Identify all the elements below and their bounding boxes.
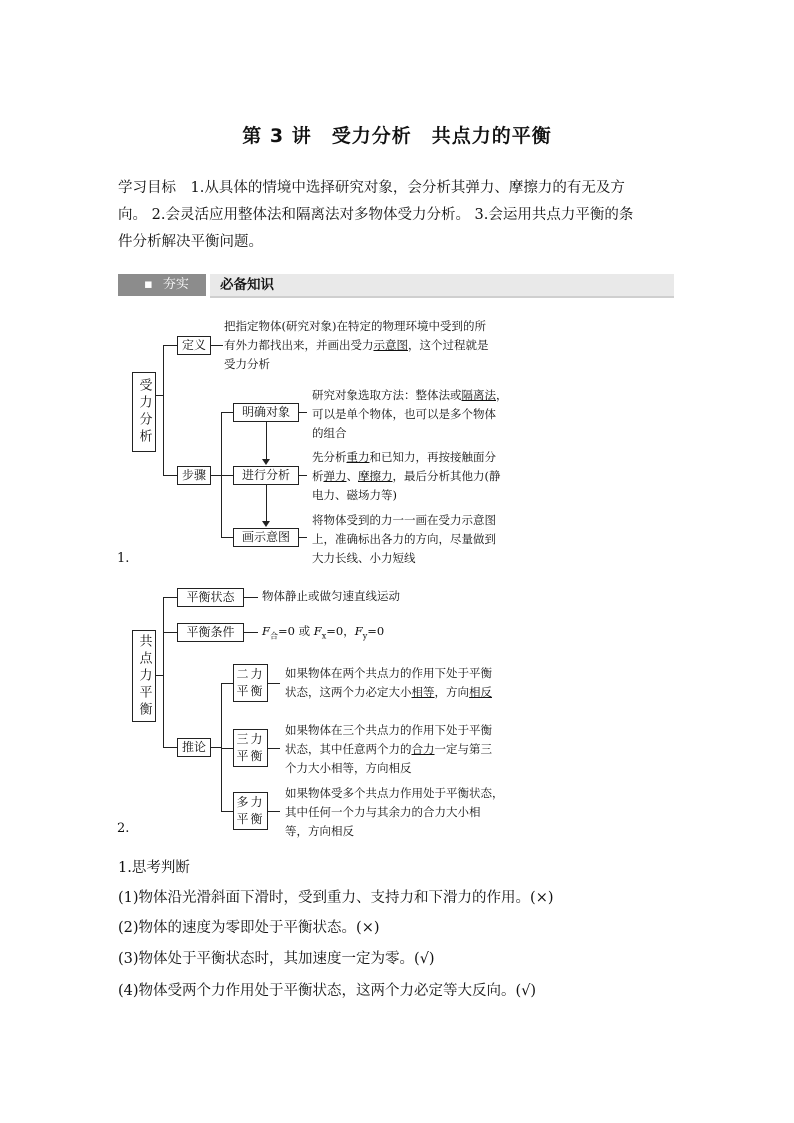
box-identify-object: 明确对象	[233, 403, 299, 422]
key-term: 隔离法	[461, 388, 496, 402]
step3-text	[312, 511, 552, 568]
box-two-force: 二力平衡	[233, 664, 268, 702]
arrow-down-icon	[262, 521, 270, 527]
connector	[221, 748, 233, 749]
text-line: 等，方向相反	[285, 824, 354, 838]
connector	[299, 475, 307, 476]
box-three-force: 三力平衡	[233, 729, 268, 767]
connector	[221, 537, 233, 538]
text-line: 把指定物体(研究对象)在特定的物理环境中受到的所	[224, 319, 486, 333]
step1-text	[312, 386, 552, 443]
learning-objectives	[118, 175, 678, 256]
judge-item: (2)物体的速度为零即处于平衡状态。(×)	[118, 920, 380, 936]
connector	[268, 748, 280, 749]
connector	[163, 345, 177, 346]
key-term: 重力	[346, 450, 370, 464]
arrow-line	[266, 422, 267, 462]
connector	[163, 597, 177, 598]
judge-item: (4)物体受两个力作用处于平衡状态，这两个力必定等大反向。(√)	[118, 983, 537, 999]
objectives-label: 学习目标	[118, 180, 176, 196]
text-line: 其中任何一个力与其余力的合力大小相	[285, 805, 481, 819]
objectives-line2: 向。 2.会灵活应用整体法和隔离法对多物体受力分析。 3.会运用共点力平衡的条	[118, 207, 634, 223]
text-line: 可以是单个物体，也可以是多个物体	[312, 407, 496, 421]
text-line: 大力长线、小力短线	[312, 551, 416, 565]
box-corollary: 推论	[177, 738, 211, 757]
bullet-icon: ▪	[144, 277, 153, 292]
connector	[155, 675, 163, 676]
connector	[221, 412, 233, 413]
connector	[268, 811, 280, 812]
judge-item: (1)物体沿光滑斜面下滑时，受到重力、支持力和下滑力的作用。(×)	[118, 890, 554, 906]
connector	[163, 475, 177, 476]
text-line: 如果物体在两个共点力的作用下处于平衡	[285, 666, 492, 680]
section-divider	[210, 296, 674, 298]
connector	[299, 537, 307, 538]
connector	[163, 345, 164, 475]
connector	[211, 747, 221, 748]
text-line: 电力、磁场力等)	[312, 488, 397, 502]
text-line: 的组合	[312, 426, 347, 440]
key-term: 摩擦力	[358, 469, 393, 483]
condition-formula: $F_合=0$ 或 $F_x=0$，$F_y=0$	[262, 624, 385, 641]
connector	[163, 597, 164, 747]
section-tag-label: 夯实	[162, 277, 189, 292]
two-force-text	[285, 664, 525, 702]
connector	[299, 412, 307, 413]
state-text: 物体静止或做匀速直线运动	[262, 589, 400, 603]
text-line: 研究对象选取方法：整体法或隔离法，	[312, 388, 508, 402]
connector	[211, 345, 223, 346]
connector	[221, 811, 233, 812]
text-line: 个力大小相等，方向相反	[285, 761, 412, 775]
section-tag	[118, 274, 206, 296]
key-term: 相反	[469, 685, 492, 699]
box-steps: 步骤	[177, 466, 211, 485]
connector	[155, 395, 163, 396]
connector	[211, 475, 221, 476]
section-header-bar	[118, 274, 674, 296]
root-box-equilibrium: 共点力平衡	[132, 630, 156, 722]
connector	[221, 683, 222, 811]
arrow-line	[266, 485, 267, 523]
diagram-number: 1.	[117, 551, 130, 566]
key-term: 示意图	[373, 338, 408, 352]
text-line: 将物体受到的力一一画在受力示意图	[312, 513, 496, 527]
multi-force-text	[285, 784, 535, 841]
key-term: 合力	[411, 742, 435, 756]
text-line: 如果物体受多个共点力作用处于平衡状态，	[285, 786, 504, 800]
text-line: 受力分析	[224, 357, 270, 371]
key-term: 弹力	[323, 469, 347, 483]
text-line: 有外力都找出来，并画出受力示意图，这个过程就是	[224, 338, 489, 352]
text-line: 如果物体在三个共点力的作用下处于平衡	[285, 723, 492, 737]
objectives-line1: 1.从具体的情境中选择研究对象，会分析其弹力、摩擦力的有无及方	[176, 180, 625, 196]
section-heading: 必备知识	[210, 274, 674, 296]
step2-text	[312, 448, 552, 505]
connector	[268, 683, 280, 684]
diagram-number: 2.	[117, 821, 130, 836]
connector	[221, 683, 233, 684]
box-draw-diagram: 画示意图	[233, 528, 299, 547]
box-equilibrium-state: 平衡状态	[177, 588, 244, 607]
arrow-down-icon	[262, 459, 270, 465]
box-perform-analysis: 进行分析	[233, 466, 299, 485]
definition-text	[224, 317, 544, 374]
page-title: 第 3 讲 受力分析 共点力的平衡	[242, 125, 552, 147]
connector	[244, 632, 258, 633]
three-force-text	[285, 721, 525, 778]
key-term: 相等	[411, 685, 435, 699]
judge-heading: 1.思考判断	[118, 860, 190, 876]
objectives-line3: 件分析解决平衡问题。	[118, 234, 263, 250]
connector	[163, 632, 177, 633]
text-line: 状态，其中任意两个力的合力一定与第三	[285, 742, 492, 756]
connector	[221, 475, 233, 476]
text-line: 先分析重力和已知力，再按接触面分	[312, 450, 496, 464]
box-definition: 定义	[177, 336, 211, 355]
judge-item: (3)物体处于平衡状态时，其加速度一定为零。(√)	[118, 951, 435, 967]
text-line: 上，准确标出各力的方向，尽量做到	[312, 532, 496, 546]
box-multi-force: 多力平衡	[233, 792, 268, 830]
text-line: 状态，这两个力必定大小相等，方向相反	[285, 685, 492, 699]
connector	[244, 597, 258, 598]
connector	[163, 747, 177, 748]
box-equilibrium-condition: 平衡条件	[177, 623, 244, 642]
text-line: 析弹力、摩擦力，最后分析其他力(静	[312, 469, 501, 483]
root-box-force-analysis: 受力分析	[132, 372, 156, 452]
